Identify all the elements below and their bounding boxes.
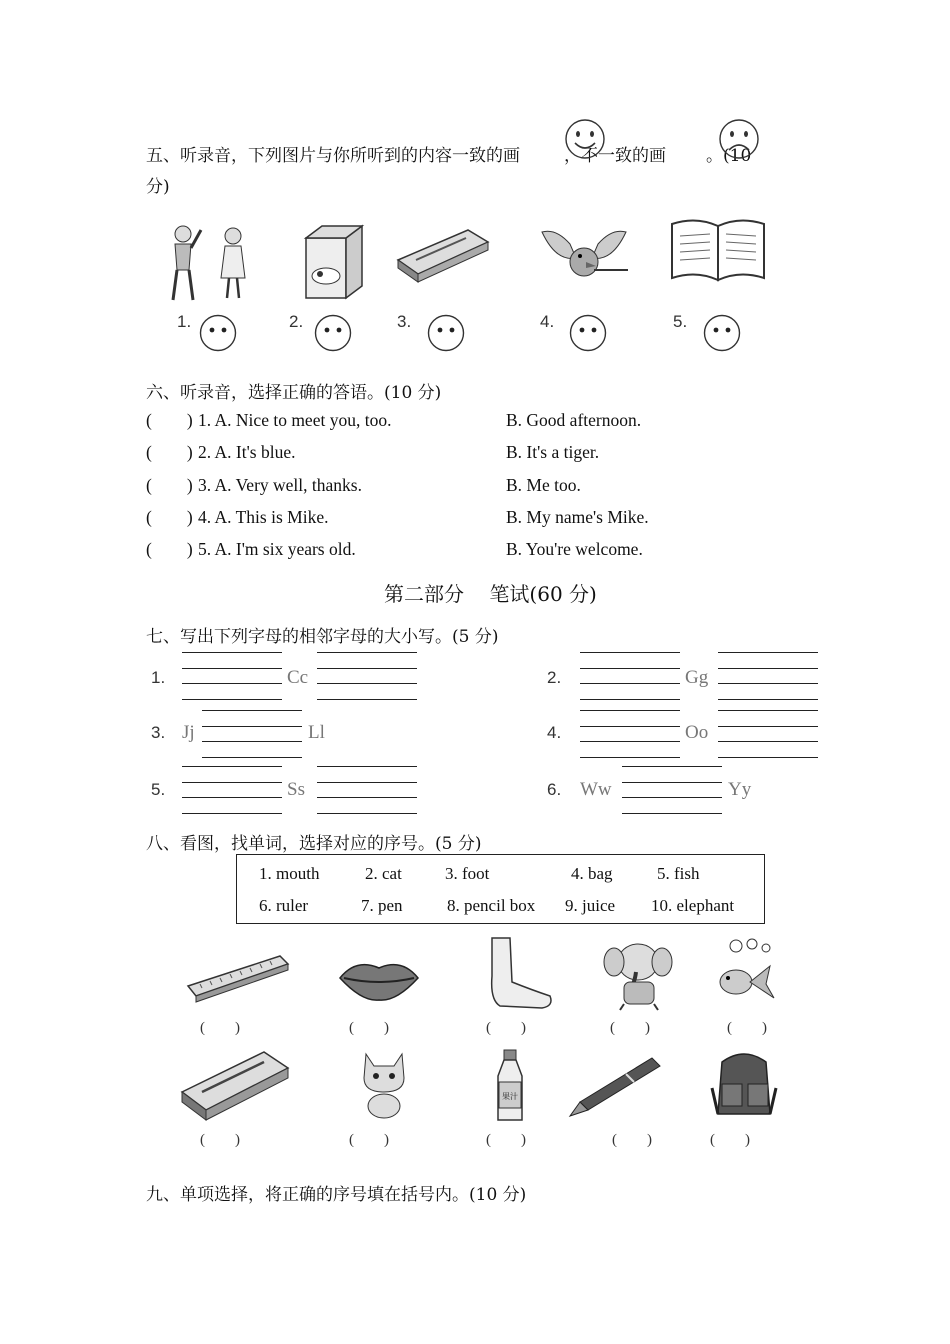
smiley-face-icon [564, 118, 606, 160]
writing-guide-line [317, 699, 417, 700]
answer-paren[interactable]: ( ) [727, 1020, 767, 1036]
picture-label-2: 2. [289, 312, 304, 331]
section5-text-d: 分) [146, 177, 170, 197]
section9-title: 九、单项选择，将正确的序号填在括号内。(10 分) [146, 1185, 527, 1205]
answer-paren[interactable]: ( ) [486, 1132, 526, 1148]
picture-label-5: 5. [673, 312, 688, 331]
writing-guide-line [317, 668, 417, 669]
option-a: 1. A. Nice to meet you, too. [198, 410, 392, 430]
letter-item-number: 2. [547, 668, 562, 687]
letter-item-number: 5. [151, 780, 166, 799]
word-item: 2. cat [365, 864, 402, 883]
option-a: 2. A. It's blue. [198, 442, 296, 462]
writing-guide-line [622, 782, 722, 783]
given-letters: Jj [182, 722, 195, 743]
boy-girl-picture [165, 220, 255, 302]
question-row [146, 442, 826, 468]
blank-face-icon[interactable] [314, 314, 352, 352]
writing-guide-line [182, 699, 282, 700]
question-row [146, 539, 826, 565]
part2-title: 第二部分 笔试(60 分) [384, 582, 597, 606]
given-letters: Ww [580, 779, 612, 800]
blank-face-icon[interactable] [427, 314, 465, 352]
writing-guide-line [718, 652, 818, 653]
answer-paren[interactable]: ( ) [610, 1020, 650, 1036]
word-item: 1. mouth [259, 864, 320, 883]
mouth-picture [336, 956, 422, 1004]
option-b: B. It's a tiger. [506, 442, 600, 462]
writing-guide-line [182, 766, 282, 767]
writing-guide-line [580, 652, 680, 653]
bird-picture [536, 222, 632, 288]
writing-guide-line [317, 782, 417, 783]
writing-guide-line [317, 766, 417, 767]
writing-guide-line [622, 797, 722, 798]
answer-paren[interactable]: ( ) [146, 442, 193, 462]
writing-guide-line [718, 726, 818, 727]
question-row [146, 475, 826, 501]
answer-paren[interactable]: ( ) [146, 410, 193, 430]
writing-guide-line [317, 683, 417, 684]
writing-guide-line [202, 710, 302, 711]
writing-guide-line [718, 741, 818, 742]
given-letters: Ll [308, 722, 325, 743]
writing-guide-line [182, 652, 282, 653]
writing-guide-line [182, 668, 282, 669]
writing-guide-line [718, 757, 818, 758]
option-a: 3. A. Very well, thanks. [198, 475, 362, 495]
answer-paren[interactable]: ( ) [349, 1020, 389, 1036]
word-item: 10. elephant [651, 896, 735, 915]
foot-picture [484, 936, 556, 1012]
writing-guide-line [718, 683, 818, 684]
writing-guide-line [317, 797, 417, 798]
juice-label: 果汁 [502, 1092, 518, 1101]
elephant-picture [600, 938, 676, 1012]
picture-label-1: 1. [177, 312, 192, 331]
word-item: 5. fish [657, 864, 700, 883]
writing-guide-line [622, 813, 722, 814]
writing-guide-line [622, 766, 722, 767]
word-bank [236, 854, 765, 924]
word-item: 6. ruler [259, 896, 309, 915]
answer-paren[interactable]: ( ) [146, 507, 193, 527]
sad-face-icon [718, 118, 760, 160]
option-b: B. My name's Mike. [506, 507, 649, 527]
option-b: B. Good afternoon. [506, 410, 642, 430]
writing-guide-line [182, 813, 282, 814]
writing-guide-line [182, 683, 282, 684]
section5-heading [146, 141, 751, 166]
pen-picture [566, 1052, 666, 1118]
book-picture [666, 214, 770, 284]
writing-guide-line [202, 726, 302, 727]
question-row [146, 410, 826, 436]
fish-picture [712, 936, 784, 1012]
writing-guide-line [718, 668, 818, 669]
pencil-box-picture [396, 226, 490, 284]
question-row [146, 507, 826, 533]
milk-carton-picture [300, 220, 366, 300]
section5-text-b: ，不一致的画 [564, 146, 666, 166]
word-item: 3. foot [445, 864, 490, 883]
writing-guide-line [182, 782, 282, 783]
word-item: 8. pencil box [447, 896, 536, 915]
bag-picture [708, 1048, 780, 1122]
section8-title: 八、看图，找单词，选择对应的序号。(5 分) [146, 834, 482, 854]
cat-picture [356, 1048, 412, 1120]
writing-guide-line [580, 757, 680, 758]
writing-guide-line [202, 757, 302, 758]
writing-guide-line [182, 797, 282, 798]
letter-item-number: 4. [547, 723, 562, 742]
answer-paren[interactable]: ( ) [146, 539, 193, 559]
answer-paren[interactable]: ( ) [612, 1132, 652, 1148]
answer-paren[interactable]: ( ) [710, 1132, 750, 1148]
letter-item-number: 1. [151, 668, 166, 687]
answer-paren[interactable]: ( ) [200, 1020, 240, 1036]
section5-text-a: 五、听录音，下列图片与你所听到的内容一致的画 [146, 146, 520, 166]
option-b: B. You're welcome. [506, 539, 643, 559]
writing-guide-line [580, 699, 680, 700]
given-letters: Cc [287, 667, 309, 688]
section7-title: 七、写出下列字母的相邻字母的大小写。(5 分) [146, 627, 499, 647]
answer-paren[interactable]: ( ) [349, 1132, 389, 1148]
answer-paren[interactable]: ( ) [486, 1020, 526, 1036]
word-item: 9. juice [565, 896, 616, 915]
given-letters: Yy [728, 779, 752, 800]
writing-guide-line [317, 813, 417, 814]
writing-guide-line [202, 741, 302, 742]
letter-item-number: 6. [547, 780, 562, 799]
option-a: 4. A. This is Mike. [198, 507, 329, 527]
writing-guide-line [317, 652, 417, 653]
option-a: 5. A. I'm six years old. [198, 539, 356, 559]
given-letters: Oo [685, 722, 709, 743]
writing-guide-line [718, 699, 818, 700]
section5-text-c: 。(10 [706, 146, 752, 166]
blank-face-icon[interactable] [569, 314, 607, 352]
writing-guide-line [580, 726, 680, 727]
juice-bottle-picture [490, 1048, 530, 1124]
letter-item-number: 3. [151, 723, 166, 742]
pencil-box-picture [180, 1048, 292, 1122]
blank-face-icon[interactable] [199, 314, 237, 352]
given-letters: Ss [287, 779, 305, 800]
picture-label-4: 4. [540, 312, 555, 331]
word-item: 7. pen [361, 896, 403, 915]
answer-paren[interactable]: ( ) [146, 475, 193, 495]
writing-guide-line [580, 668, 680, 669]
blank-face-icon[interactable] [703, 314, 741, 352]
writing-guide-line [718, 710, 818, 711]
ruler-picture [186, 952, 290, 1004]
word-item: 4. bag [571, 864, 613, 883]
writing-guide-line [580, 683, 680, 684]
writing-guide-line [580, 710, 680, 711]
given-letters: Gg [685, 667, 709, 688]
section6-title: 六、听录音，选择正确的答语。(10 分) [146, 383, 442, 403]
answer-paren[interactable]: ( ) [200, 1132, 240, 1148]
picture-label-3: 3. [397, 312, 412, 331]
writing-guide-line [580, 741, 680, 742]
option-b: B. Me too. [506, 475, 581, 495]
